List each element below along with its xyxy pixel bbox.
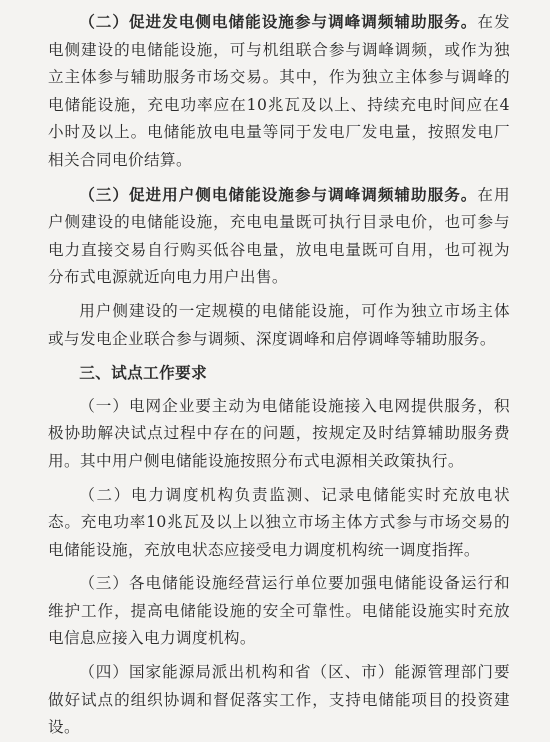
requirement-item-1: （一）电网企业要主动为电储能设施接入电网提供服务，积极协助解决试点过程中存在的问题，按规定及时结算辅助服务费用。其中用户侧电储能设施按照分布式电源相关政策执行。 — [48, 396, 510, 470]
requirement-item-4: （四）国家能源局派出机构和省（区、市）能源管理部门要做好试点的组织协调和督促落实工作，支持电储能项目的投资建设。 — [48, 663, 510, 737]
section-heading: 三、试点工作要求 — [79, 363, 208, 383]
paragraph-lead: （二）促进发电侧电储能设施参与调峰调频辅助服务。 — [79, 12, 478, 31]
paragraph-body: 用户侧建设的一定规模的电储能设施，可作为独立市场主体或与发电企业联合参与调频、深度调峰和启停调峰等辅助服务。 — [48, 301, 510, 348]
paragraph-body: 在发电侧建设的电储能设施，可与机组联合参与调峰调频，或作为独立主体参与辅助服务市场交易。其中，作为独立主体参与调峰的电储能设施，充电功率应在10兆瓦及以上、持续充电时间应在4小时及以上。电储能放电电量等同于发电厂发电量，按照发电厂相关合同电价结算。 — [48, 13, 510, 169]
paragraph-body: 在用户侧建设的电储能设施，充电电量既可执行目录电价，也可参与电力直接交易自行购买低谷电量，放电电量既可自用，也可视为分布式电源就近向电力用户出售。 — [48, 185, 510, 287]
requirement-item-2: （二）电力调度机构负责监测、记录电储能实时充放电状态。充电功率10兆瓦及以上以独立市场主体方式参与市场交易的电储能设施，充放电状态应接受电力调度机构统一调度指挥。 — [48, 485, 510, 559]
requirement-item-3: （三）各电储能设施经营运行单位要加强电储能设备运行和维护工作，提高电储能设施的安全可靠性。电储能设施实时充放电信息应接入电力调度机构。 — [48, 574, 510, 648]
paragraph-lead: （三）促进用户侧电储能设施参与调峰调频辅助服务。 — [79, 184, 478, 204]
paragraph-user-side — [48, 181, 510, 292]
paragraph-user-side-scale — [48, 298, 510, 353]
paragraph-generation-side — [48, 8, 510, 175]
